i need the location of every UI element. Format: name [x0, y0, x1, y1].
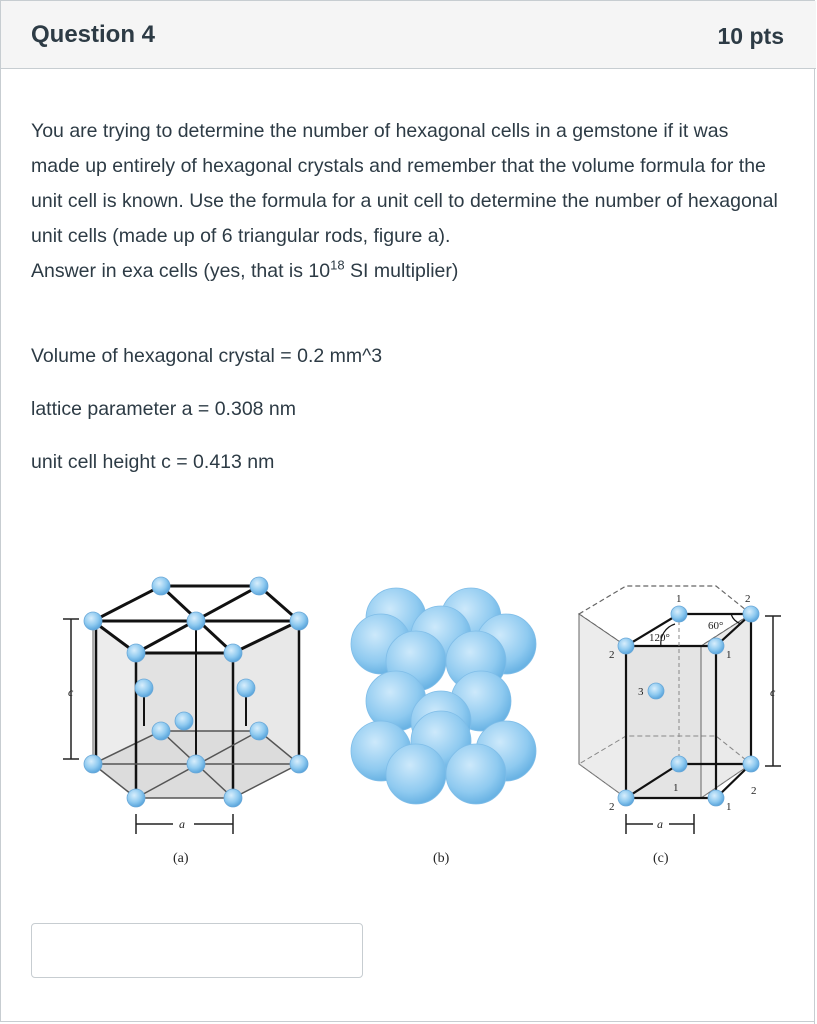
label-c-a: c: [68, 685, 74, 699]
atom-label-bottom-2: 2: [751, 785, 757, 797]
atom-label-mid-2: 2: [609, 649, 615, 661]
question-header: [1, 1, 816, 69]
atom-label-mid-1: 1: [726, 649, 732, 661]
hexagonal-crystal-figure: [51, 566, 801, 881]
caption-a: (a): [173, 851, 189, 866]
card-edge-divider: [814, 548, 815, 1024]
question-title: Question 4: [31, 21, 156, 48]
angle-60-label: 60°: [708, 620, 724, 632]
volume-line: Volume of hexagonal crystal = 0.2 mm^3: [31, 345, 383, 367]
lattice-line: lattice parameter a = 0.308 nm: [31, 398, 297, 420]
angle-120-label: 120°: [649, 632, 670, 644]
atom-label-bottom-1: 1: [673, 782, 679, 794]
caption-c: (c): [653, 851, 669, 866]
atom-label-top-1: 1: [676, 593, 682, 605]
atom-label-top-2: 2: [745, 593, 751, 605]
figure-b: [351, 588, 536, 804]
label-a-c: a: [657, 817, 663, 831]
question-points: 10 pts: [717, 23, 784, 49]
question-paragraph: You are trying to determine the number of hexagonal cells in a gemstone if it was made up entirely of hexagonal crystals and remember that the volume formula for the unit cell is known. Use the formula for a unit cell to determine the number of hexagonal unit cells (made up of 6 triangular rods, figure a).: [31, 120, 778, 247]
atom-label-3: 3: [638, 686, 644, 698]
answer-instructions: Answer in exa cells (yes, that is $10^{18}$ SI multiplier): [31, 257, 459, 282]
figure-c: [579, 586, 781, 834]
height-line: unit cell height c = 0.413 nm: [31, 451, 275, 473]
atom-label-bottom-left-2: 2: [609, 801, 615, 813]
answer-input[interactable]: [31, 923, 363, 978]
atom-label-bottom-right-1: 1: [726, 801, 732, 813]
question-text: [31, 114, 781, 289]
label-a-a: a: [179, 817, 185, 831]
figure-a: [63, 577, 308, 834]
label-c-c: c: [770, 685, 776, 699]
caption-b: (b): [433, 851, 450, 866]
